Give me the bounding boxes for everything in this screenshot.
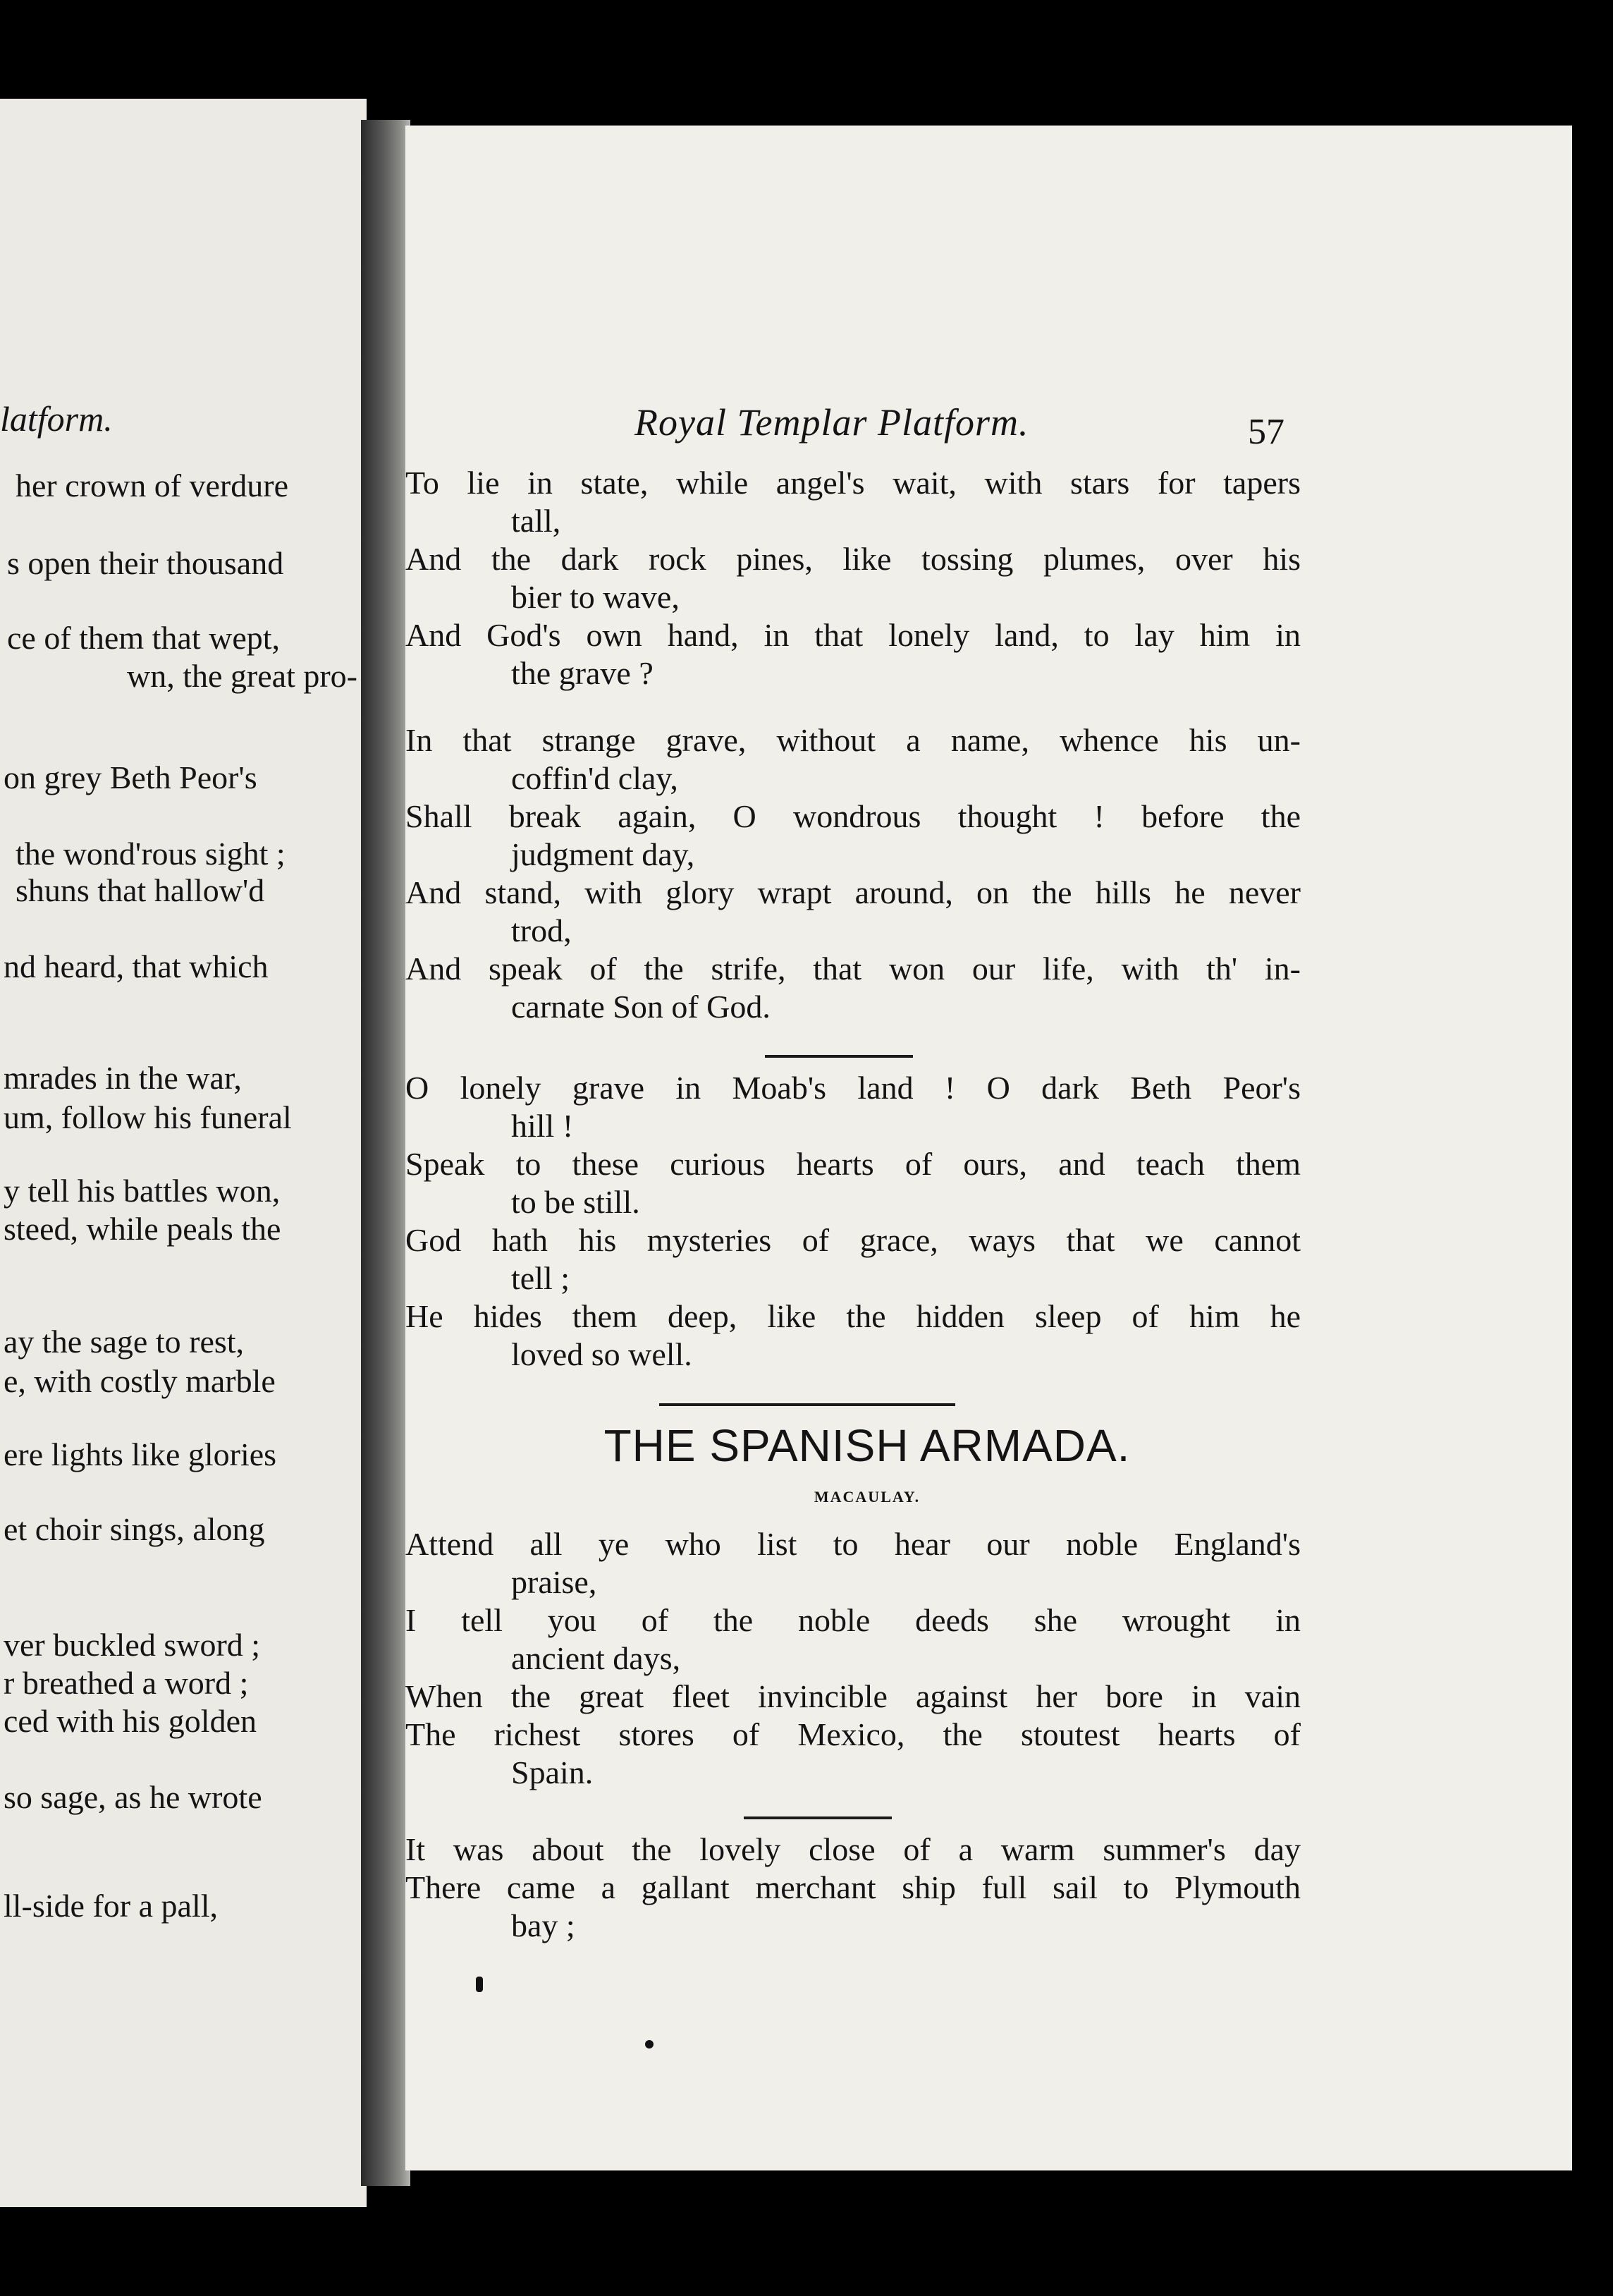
left-text-line: shuns that hallow'd: [16, 872, 265, 908]
verse-continuation: carnate Son of God.: [511, 989, 771, 1025]
verse-continuation: the grave ?: [511, 655, 654, 691]
verse-line: When the great fleet invincible against her bore in vain: [405, 1678, 1301, 1714]
verse-continuation: to be still.: [511, 1184, 640, 1220]
verse-continuation: ancient days,: [511, 1640, 681, 1676]
left-text-line: ce of them that wept,: [7, 620, 281, 656]
verse-line: And God's own hand, in that lonely land, to lay him in: [405, 617, 1301, 653]
verse-line: To lie in state, while angel's wait, with stars for tapers: [405, 465, 1301, 501]
verse-line: Speak to these curious hearts of ours, and teach them: [405, 1146, 1301, 1182]
verse-line: Attend all ye who list to hear our noble England's: [405, 1526, 1301, 1562]
left-text-line: wn, the great pro-: [127, 658, 357, 694]
left-text-line: her crown of verdure: [16, 468, 288, 503]
right-page: [405, 126, 1572, 2170]
verse-continuation: Spain.: [511, 1754, 594, 1790]
section-divider: [765, 1055, 913, 1058]
left-text-line: ced with his golden: [4, 1703, 257, 1739]
book-gutter: [361, 120, 410, 2186]
left-text-line: r breathed a word ;: [4, 1665, 249, 1701]
verse-continuation: loved so well.: [511, 1336, 692, 1372]
left-text-line: steed, while peals the: [4, 1211, 281, 1247]
left-text-line: y tell his battles won,: [4, 1173, 281, 1209]
title-rule: [659, 1403, 955, 1406]
verse-line: I tell you of the noble deeds she wrought in: [405, 1602, 1301, 1638]
left-text-line: on grey Beth Peor's: [4, 759, 257, 795]
verse-line: Shall break again, O wondrous thought ! before the: [405, 798, 1301, 834]
stanza: [405, 1831, 1301, 1945]
left-text-line: nd heard, that which: [4, 948, 269, 984]
stanza: [405, 1525, 1301, 1792]
left-text-line: et choir sings, along: [4, 1511, 265, 1547]
left-text-line: e, with costly marble: [4, 1363, 276, 1399]
verse-line: And the dark rock pines, like tossing plumes, over his: [405, 541, 1301, 577]
left-text-line: ver buckled sword ;: [4, 1627, 261, 1663]
left-text-line: ll-side for a pall,: [4, 1888, 219, 1924]
stanza: [405, 464, 1301, 692]
stanza: [405, 721, 1301, 1026]
verse-line: And stand, with glory wrapt around, on the hills he never: [405, 874, 1301, 910]
left-text-line: the wond'rous sight ;: [16, 836, 286, 872]
verse-line: O lonely grave in Moab's land ! O dark Beth Peor's: [405, 1070, 1301, 1106]
left-text-line: so sage, as he wrote: [4, 1779, 262, 1815]
running-header: Royal Templar Platform.: [634, 401, 1029, 444]
page-number: 57: [1248, 412, 1284, 452]
left-text-line: mrades in the war,: [4, 1060, 242, 1096]
verse-line: The richest stores of Mexico, the stoutest hearts of: [405, 1716, 1301, 1752]
left-text-line: s open their thousand: [7, 545, 284, 581]
ink-speck: [645, 2040, 654, 2048]
verse-line: In that strange grave, without a name, whence his un-: [405, 722, 1301, 758]
left-page-header: latform.: [0, 399, 113, 439]
verse-line: There came a gallant merchant ship full sail to Plymouth: [405, 1869, 1301, 1905]
verse-continuation: praise,: [511, 1564, 597, 1600]
verse-continuation: coffin'd clay,: [511, 760, 678, 796]
verse-continuation: bay ;: [511, 1907, 575, 1943]
poem-title: THE SPANISH ARMADA.: [603, 1420, 1131, 1471]
verse-continuation: tall,: [511, 503, 561, 539]
verse-line: It was about the lovely close of a warm summer's day: [405, 1831, 1301, 1867]
section-divider: [744, 1816, 892, 1819]
left-text-line: ay the sage to rest,: [4, 1324, 245, 1360]
left-text-line: um, follow his funeral: [4, 1099, 292, 1135]
verse-line: He hides them deep, like the hidden sleep of him he: [405, 1298, 1301, 1334]
verse-continuation: judgment day,: [511, 836, 695, 872]
verse-continuation: bier to wave,: [511, 579, 680, 615]
poem-author: MACAULAY.: [814, 1488, 921, 1506]
verse-continuation: hill !: [511, 1108, 574, 1144]
verse-continuation: tell ;: [511, 1260, 570, 1296]
verse-line: God hath his mysteries of grace, ways that we cannot: [405, 1222, 1301, 1258]
stanza: [405, 1069, 1301, 1374]
ink-speck: [476, 1977, 483, 1992]
left-page: [0, 99, 367, 2207]
verse-continuation: trod,: [511, 912, 572, 948]
verse-line: And speak of the strife, that won our life, with th' in-: [405, 951, 1301, 987]
left-text-line: ere lights like glories: [4, 1436, 277, 1472]
